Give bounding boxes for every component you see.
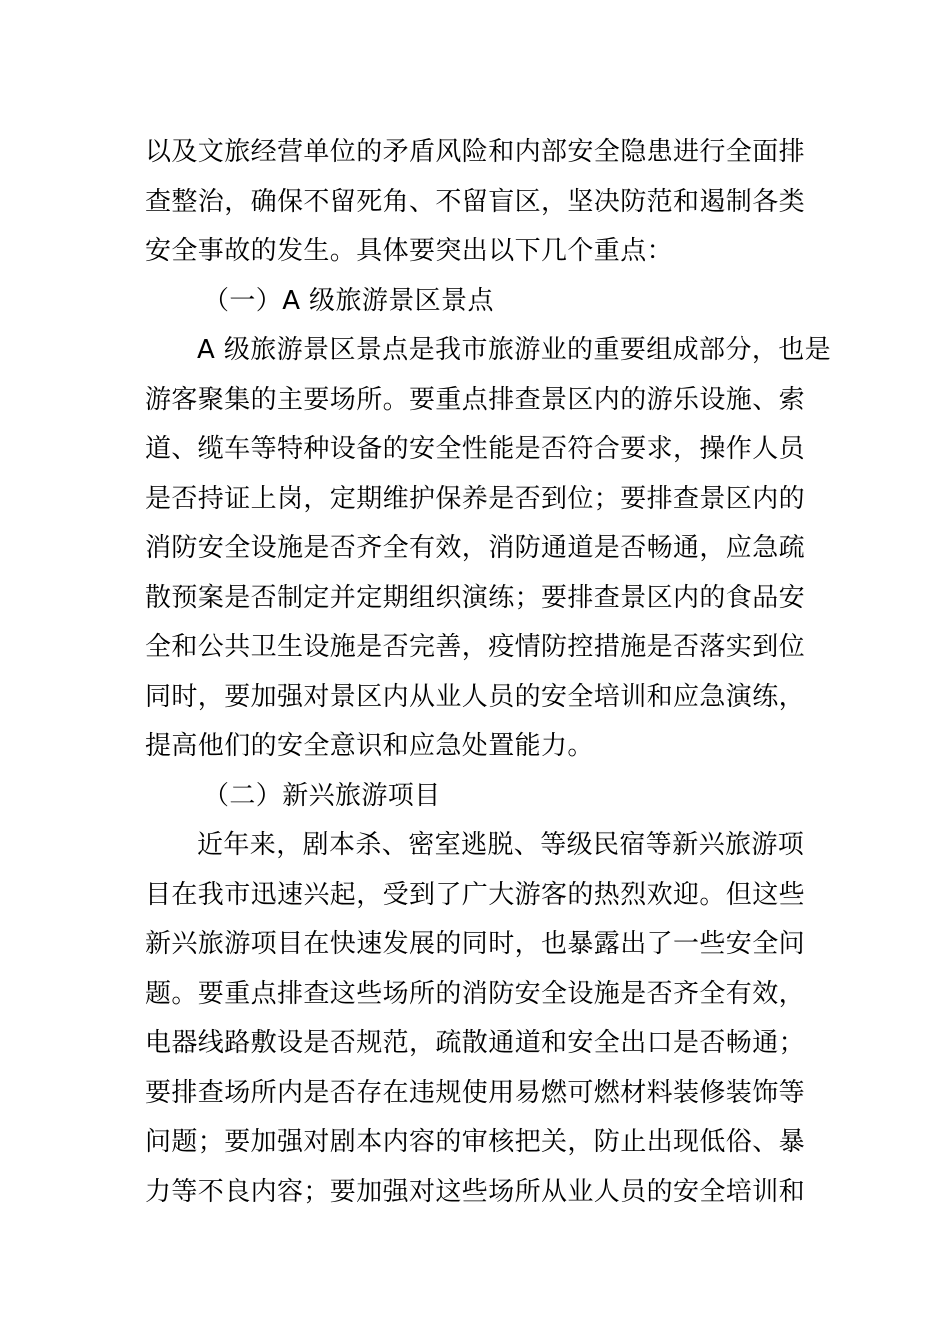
- paragraph-line: 以及文旅经营单位的矛盾风险和内部安全隐患进行全面排: [145, 137, 806, 167]
- section-heading-1: （一）A 级旅游景区景点: [203, 285, 494, 316]
- paragraph-line: 散预案是否制定并定期组织演练；要排查景区内的食品安: [145, 582, 806, 613]
- paragraph-line: 问题；要加强对剧本内容的审核把关，防止出现低俗、暴: [145, 1127, 806, 1157]
- paragraph-line: 要排查场所内是否存在违规使用易燃可燃材料装修装饰等: [145, 1077, 806, 1108]
- paragraph-line: 查整治，确保不留死角、不留盲区，坚决防范和遏制各类: [145, 186, 806, 217]
- paragraph-line: 新兴旅游项目在快速发展的同时，也暴露出了一些安全问: [145, 929, 806, 959]
- paragraph-line: 安全事故的发生。具体要突出以下几个重点：: [145, 236, 674, 266]
- section-heading-2: （二）新兴旅游项目: [203, 780, 441, 811]
- paragraph-line: 力等不良内容；要加强对这些场所从业人员的安全培训和: [145, 1176, 806, 1207]
- paragraph-line: 电器线路敷设是否规范，疏散通道和安全出口是否畅通；: [145, 1028, 806, 1058]
- paragraph-line: 游客聚集的主要场所。要重点排查景区内的游乐设施、索: [145, 384, 806, 415]
- paragraph-line: 题。要重点排查这些场所的消防安全设施是否齐全有效，: [145, 978, 806, 1009]
- paragraph-line: 全和公共卫生设施是否完善，疫情防控措施是否落实到位: [145, 632, 806, 662]
- paragraph-line: 目在我市迅速兴起，受到了广大游客的热烈欢迎。但这些: [145, 879, 806, 910]
- paragraph-line: 消防安全设施是否齐全有效，消防通道是否畅通，应急疏: [145, 533, 806, 563]
- paragraph-line: 提高他们的安全意识和应急处置能力。: [145, 731, 594, 761]
- paragraph-line: 道、缆车等特种设备的安全性能是否符合要求，操作人员: [145, 434, 806, 464]
- paragraph-line: 近年来，剧本杀、密室逃脱、等级民宿等新兴旅游项: [197, 830, 805, 860]
- paragraph-line: A 级旅游景区景点是我市旅游业的重要组成部分，也是: [197, 335, 832, 365]
- paragraph-line: 同时，要加强对景区内从业人员的安全培训和应急演练，: [145, 681, 806, 712]
- document-body: [145, 128, 832, 1217]
- paragraph-line: 是否持证上岗，定期维护保养是否到位；要排查景区内的: [145, 483, 806, 514]
